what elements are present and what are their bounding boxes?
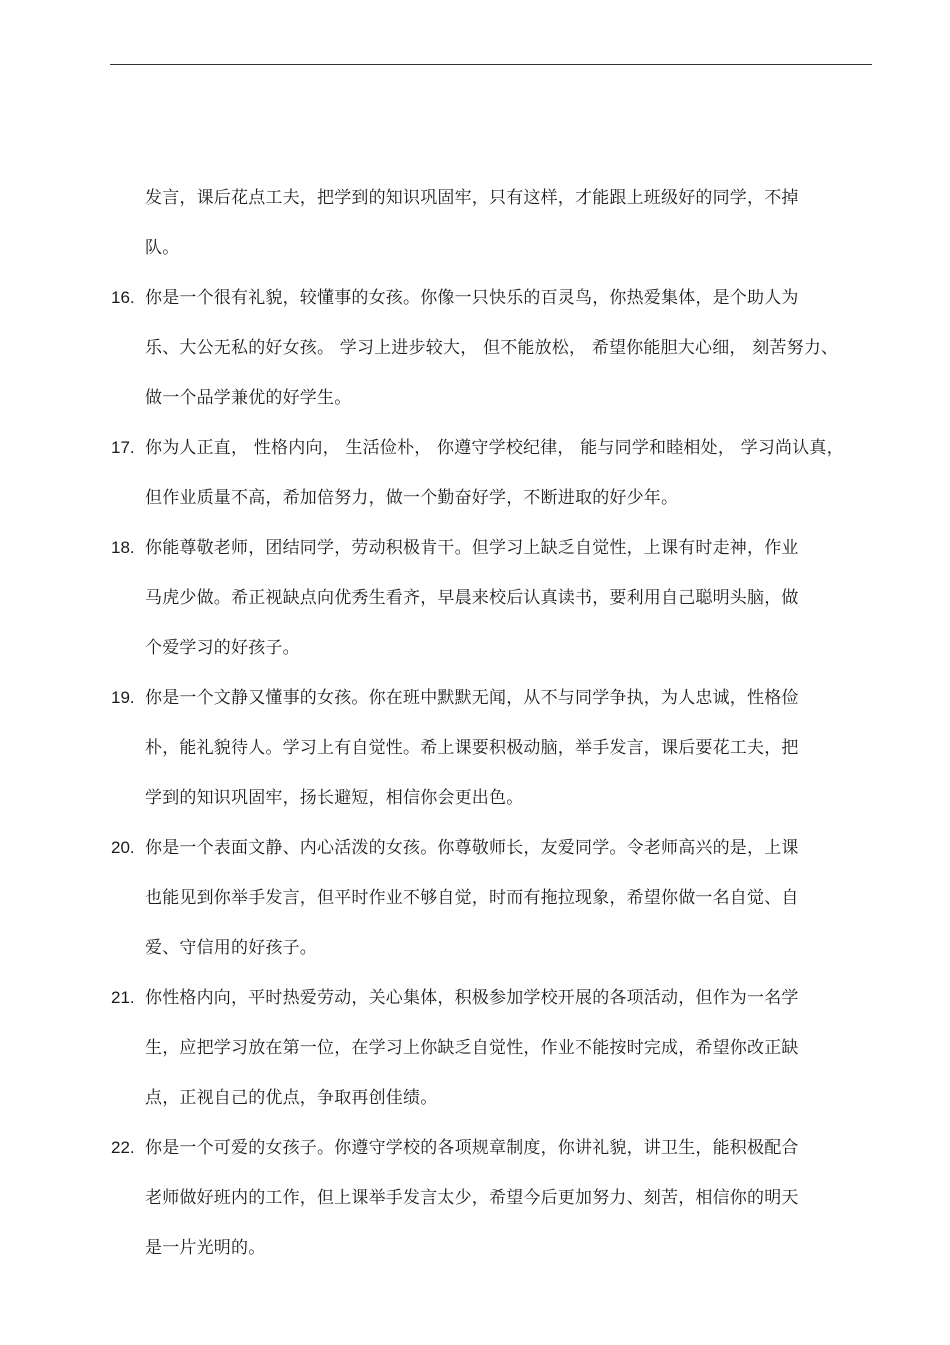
item-19-line-3: 学到的知识巩固牢，扬长避短，相信你会更出色。 [145, 788, 524, 808]
item-20-line-2: 也能见到你举手发言，但平时作业不够自觉，时而有拖拉现象，希望你做一名自觉、自 [145, 888, 799, 908]
item-21-line-2: 生，应把学习放在第一位，在学习上你缺乏自觉性，作业不能按时完成，希望你改正缺 [145, 1038, 799, 1058]
item-16-number: 16. [111, 288, 135, 307]
item-20-number: 20. [111, 838, 135, 857]
item-19-line-2: 朴，能礼貌待人。学习上有自觉性。希上课要积极动脑，举手发言，课后要花工夫，把 [145, 738, 799, 758]
item-21-line-3: 点，正视自己的优点，争取再创佳绩。 [145, 1088, 438, 1108]
continuation-line-2: 队。 [145, 238, 180, 258]
continuation-line-1: 发言，课后花点工夫，把学到的知识巩固牢，只有这样，才能跟上班级好的同学，不掉 [145, 188, 799, 208]
item-22-line-1: 你是一个可爱的女孩子。你遵守学校的各项规章制度，你讲礼貌，讲卫生，能积极配合 [145, 1138, 799, 1158]
item-16-line-2: 乐、大公无私的好女孩。 学习上进步较大， 但不能放松， 希望你能胆大心细， 刻苦努力、 [145, 338, 839, 358]
item-20-line-3: 爱、守信用的好孩子。 [145, 938, 317, 958]
item-16-line-3: 做一个品学兼优的好学生。 [145, 388, 352, 408]
item-17-line-1: 你为人正直， 性格内向， 生活俭朴， 你遵守学校纪律， 能与同学和睦相处， 学习尚认真， [145, 438, 844, 458]
item-18-line-1: 你能尊敬老师，团结同学，劳动积极肯干。但学习上缺乏自觉性，上课有时走神，作业 [145, 538, 799, 558]
item-17-number: 17. [111, 438, 135, 457]
item-19-number: 19. [111, 688, 135, 707]
item-17-line-2: 但作业质量不高，希加倍努力，做一个勤奋好学，不断进取的好少年。 [145, 488, 679, 508]
item-22-line-3: 是一片光明的。 [145, 1238, 266, 1258]
item-20-line-1: 你是一个表面文静、内心活泼的女孩。你尊敬师长，友爱同学。令老师高兴的是，上课 [145, 838, 799, 858]
item-21-line-1: 你性格内向，平时热爱劳动，关心集体，积极参加学校开展的各项活动，但作为一名学 [145, 988, 799, 1008]
item-21-number: 21. [111, 988, 135, 1007]
item-18-line-3: 个爱学习的好孩子。 [145, 638, 300, 658]
item-18-line-2: 马虎少做。希正视缺点向优秀生看齐，早晨来校后认真读书，要利用自己聪明头脑，做 [145, 588, 799, 608]
header-rule [110, 64, 872, 65]
item-18-number: 18. [111, 538, 135, 557]
item-22-number: 22. [111, 1138, 135, 1157]
item-19-line-1: 你是一个文静又懂事的女孩。你在班中默默无闻，从不与同学争执，为人忠诚，性格俭 [145, 688, 799, 708]
item-22-line-2: 老师做好班内的工作，但上课举手发言太少，希望今后更加努力、刻苦，相信你的明天 [145, 1188, 799, 1208]
item-16-line-1: 你是一个很有礼貌，较懂事的女孩。你像一只快乐的百灵鸟，你热爱集体，是个助人为 [145, 288, 799, 308]
